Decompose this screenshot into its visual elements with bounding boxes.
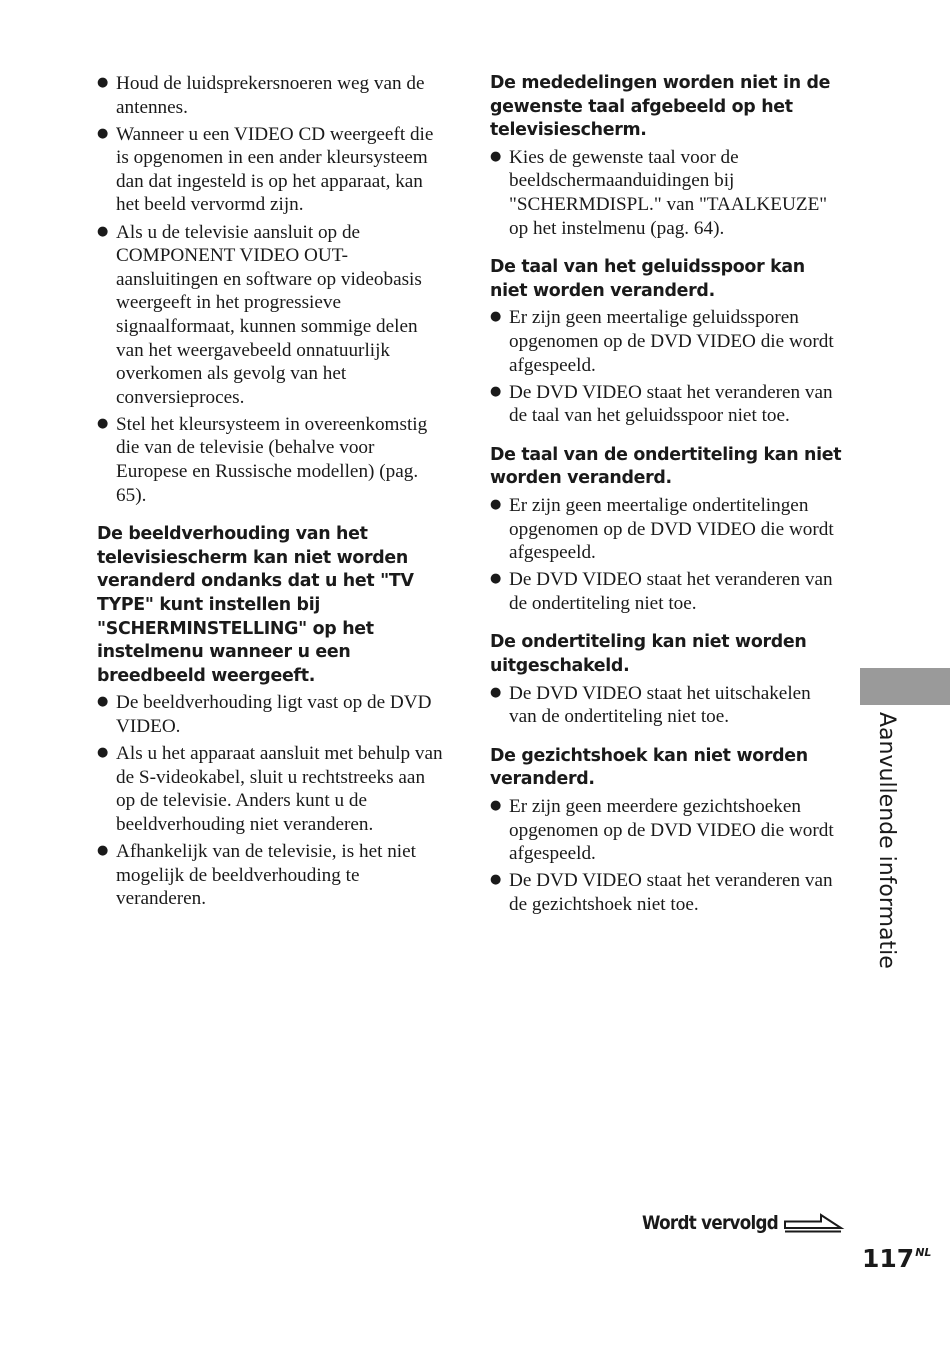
bullet-list: [490, 306, 842, 427]
intro-bullet-list: [97, 72, 449, 507]
list-item: ● De DVD VIDEO staat het veranderen van de taal van het geluidsspoor niet toe.: [490, 381, 842, 428]
section-heading: De gezichtshoek kan niet worden veranderd.: [490, 745, 808, 790]
section-subtitle-off: [490, 631, 842, 728]
list-item: ● Er zijn geen meertalige geluidssporen opgenomen op de DVD VIDEO die wordt afgespeeld.: [490, 306, 842, 377]
continued-arrow-icon: [783, 1212, 845, 1234]
right-column: [490, 72, 842, 933]
section-subtitle-language: [490, 444, 842, 616]
side-tab-label: Aanvullende informatie: [874, 712, 899, 969]
bullet-list: [490, 146, 842, 240]
bullet-list: [490, 795, 842, 916]
list-item: ● De DVD VIDEO staat het veranderen van de gezichtshoek niet toe.: [490, 869, 842, 916]
section-heading: De taal van de ondertiteling kan niet worden veranderd.: [490, 444, 842, 489]
list-item: ● De beeldverhouding ligt vast op de DVD VIDEO.: [97, 691, 449, 738]
section-aspect-ratio: [97, 523, 449, 911]
section-heading: De mededelingen worden niet in de gewenste taal afgebeeld op het televisiescherm.: [490, 73, 831, 141]
list-item: ● De DVD VIDEO staat het veranderen van de ondertiteling niet toe.: [490, 568, 842, 615]
section-heading: De taal van het geluidsspoor kan niet worden veranderd.: [490, 257, 805, 301]
list-item: ● Afhankelijk van de televisie, is het niet mogelijk de beeldverhouding te veranderen.: [97, 840, 449, 911]
list-item: ● Als u de televisie aansluit op de COMPONENT VIDEO OUT-aansluitingen en software op videobasis weergeeft in het progressieve signaalformaat, kunnen sommige delen van het weergavebeeld onnatuurlijk overkomen als gevolg van het conversieproces.: [97, 221, 449, 410]
section-display-language: [490, 72, 842, 240]
left-column: [97, 72, 449, 927]
list-item: ● Wanneer u een VIDEO CD weergeeft die is opgenomen in een ander kleursysteem dan dat ingesteld is op het apparaat, kan het beeld vervormd zijn.: [97, 123, 449, 217]
section-viewing-angle: [490, 745, 842, 917]
continued-label: Wordt vervolgd: [642, 1212, 779, 1234]
page-number: [862, 1244, 931, 1273]
side-tab-marker: [860, 668, 950, 705]
page-number-value: 117: [862, 1244, 915, 1273]
section-heading: De ondertiteling kan niet worden uitgeschakeld.: [490, 632, 807, 677]
list-item: ● Kies de gewenste taal voor de beeldschermaanduidingen bij "SCHERMDISPL." van "TAALKEUZE" op het instelmenu (pag. 64).: [490, 146, 842, 240]
list-item: ● Houd de luidsprekersnoeren weg van de antennes.: [97, 72, 449, 119]
bullet-list: [490, 494, 842, 615]
section-audio-language: [490, 256, 842, 428]
section-heading: De beeldverhouding van het televisiescherm kan niet worden veranderd ondanks dat u het "TV TYPE" kunt instellen bij "SCHERMINSTELLING" op het instelmenu wanneer u een breedbeeld weergeeft.: [97, 524, 414, 686]
continued-indicator: [642, 1212, 845, 1234]
bullet-list: [490, 682, 842, 729]
list-item: ● De DVD VIDEO staat het uitschakelen van de ondertiteling niet toe.: [490, 682, 842, 729]
list-item: ● Er zijn geen meertalige ondertitelingen opgenomen op de DVD VIDEO die wordt afgespeeld.: [490, 494, 842, 565]
bullet-list: [97, 691, 449, 910]
page-suffix: NL: [915, 1246, 932, 1259]
list-item: ● Er zijn geen meerdere gezichtshoeken opgenomen op de DVD VIDEO die wordt afgespeeld.: [490, 795, 842, 866]
list-item: ● Als u het apparaat aansluit met behulp van de S-videokabel, sluit u rechtstreeks aan op de televisie. Anders kunt u de beeldverhouding niet veranderen.: [97, 742, 449, 836]
list-item: ● Stel het kleursysteem in overeenkomstig die van de televisie (behalve voor Europese en Russische modellen) (pag. 65).: [97, 413, 449, 507]
